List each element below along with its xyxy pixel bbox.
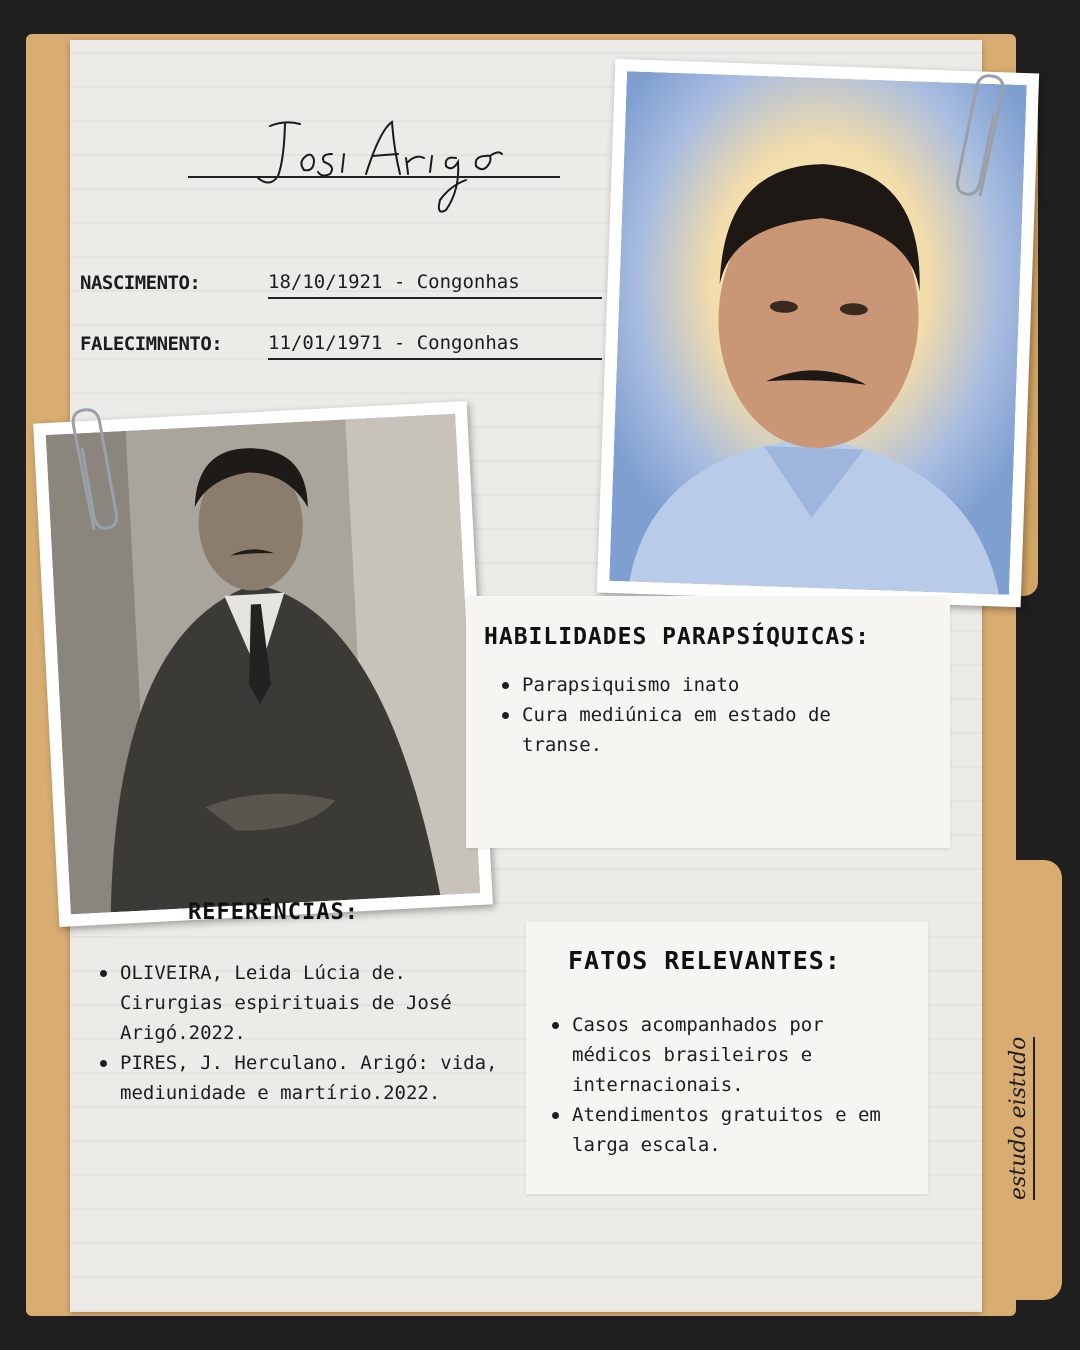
referencias-title: REFERÊNCIAS: — [188, 900, 359, 925]
list-item: PIRES, J. Herculano. Arigó: vida, mediunidade e martírio.2022. — [94, 1048, 514, 1108]
paperclip-icon — [64, 408, 124, 538]
birth-label: NASCIMENTO: — [80, 272, 201, 294]
list-item: Casos acompanhados por médicos brasileiros e internacionais. — [546, 1010, 906, 1100]
fatos-card — [526, 922, 928, 1194]
birth-value: 18/10/1921 - Congonhas — [268, 271, 602, 299]
signature-line — [188, 176, 560, 178]
list-item: OLIVEIRA, Leida Lúcia de. Cirurgias espirituais de José Arigó.2022. — [94, 958, 514, 1048]
habilidades-card — [466, 596, 950, 848]
death-label: FALECIMNENTO: — [80, 333, 223, 355]
side-tab-label: estudo eistudo — [1006, 1037, 1035, 1200]
signature — [240, 110, 520, 220]
fatos-list — [546, 1010, 906, 1160]
habilidades-list — [496, 670, 916, 760]
list-item: Atendimentos gratuitos e em larga escala. — [546, 1100, 906, 1160]
list-item: Parapsiquismo inato — [496, 670, 916, 700]
list-item: Cura mediúnica em estado de transe. — [496, 700, 916, 760]
referencias-list — [94, 958, 514, 1108]
death-value: 11/01/1971 - Congonhas — [268, 332, 602, 360]
paperclip-icon — [950, 74, 1010, 204]
habilidades-title: HABILIDADES PARAPSÍQUICAS: — [484, 624, 871, 650]
fatos-title: FATOS RELEVANTES: — [568, 946, 841, 975]
